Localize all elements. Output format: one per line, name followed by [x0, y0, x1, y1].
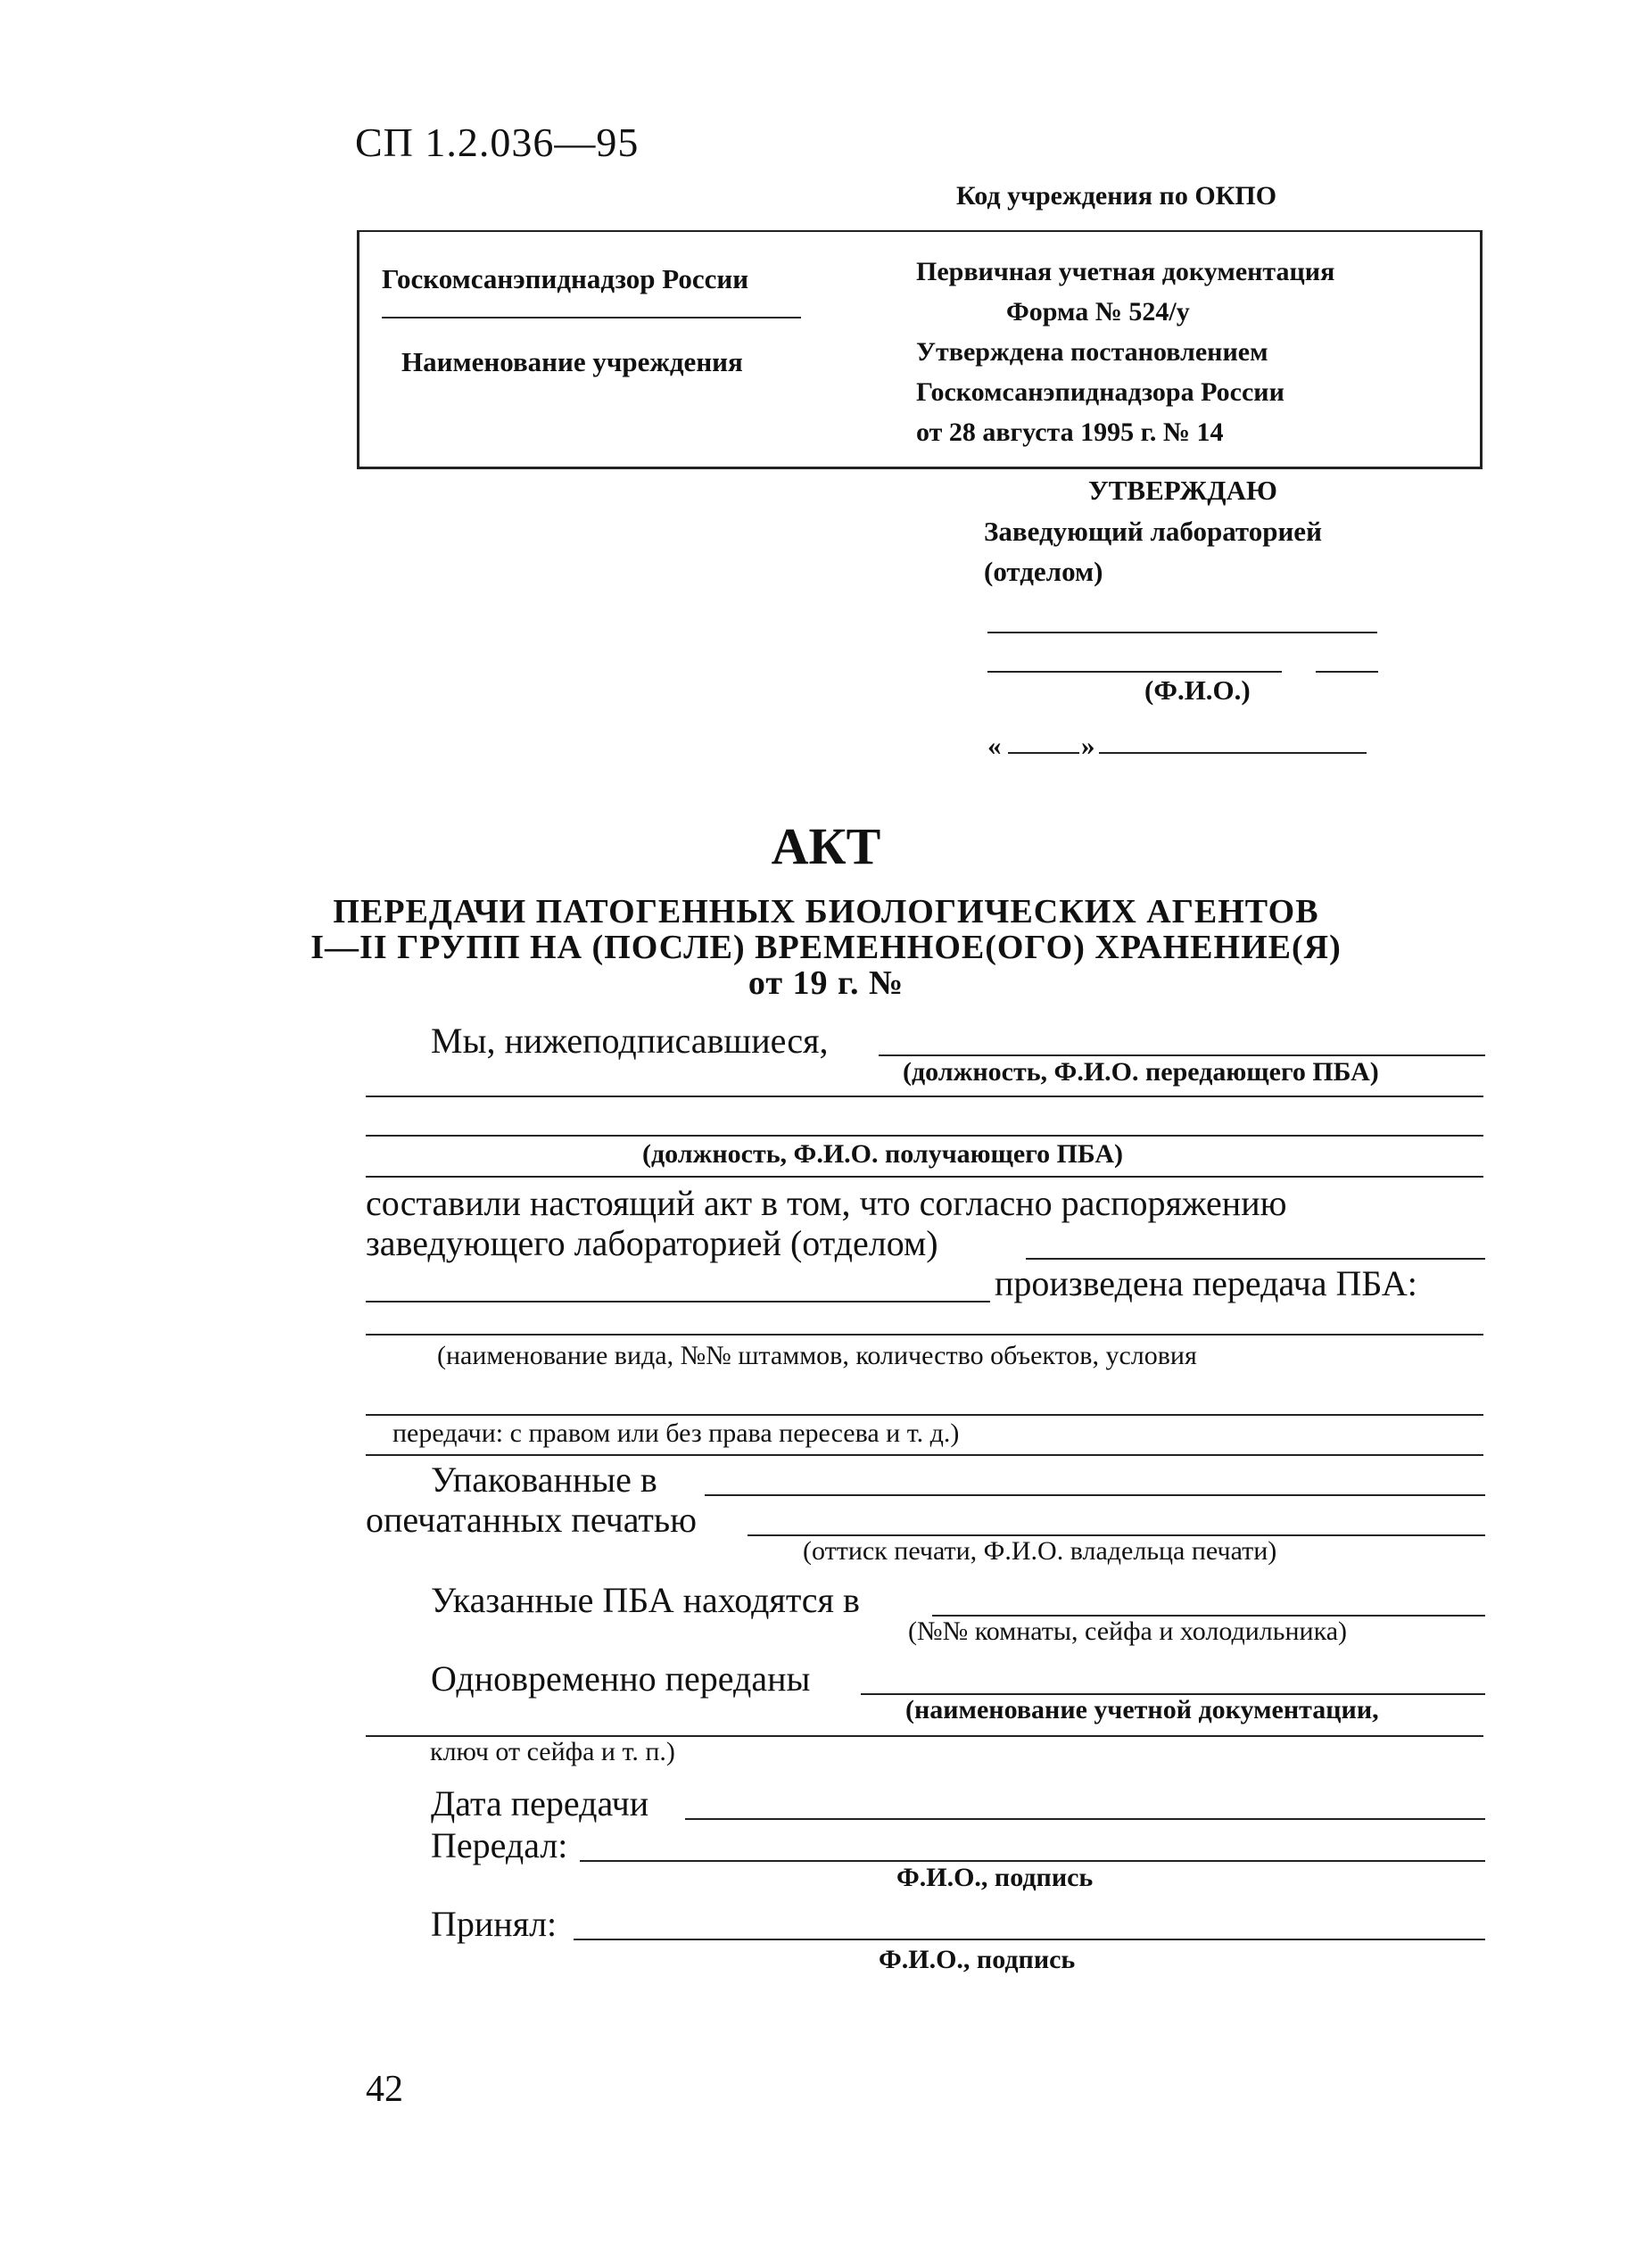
date-month-blank [1099, 752, 1367, 754]
agency-underline [382, 317, 801, 318]
act-subtitle-3: от 19 г. № [748, 964, 904, 1002]
receiver-sign-blank [574, 1939, 1485, 1940]
approval-blank-1 [987, 632, 1377, 633]
composed-line-1: составили настоящий акт в том, что согласно распоряжению [366, 1183, 1287, 1223]
date-day-blank [1008, 752, 1079, 754]
seal-caption: (оттиск печати, Ф.И.О. владельца печати) [803, 1536, 1277, 1566]
approval-blank-2a [987, 671, 1282, 673]
names-caption-1: (наименование вида, №№ штаммов, количество объектов, условия [437, 1341, 1197, 1370]
we-undersigned: Мы, нижеподписавшиеся, [431, 1021, 829, 1061]
act-subtitle-2: I—II ГРУПП НА (ПОСЛЕ) ВРЕМЕННОЕ(ОГО) ХРАНЕНИЕ(Я) [310, 929, 1342, 966]
composed-line-2: заведующего лабораторией (отделом) [366, 1223, 938, 1263]
form-line-1: Первичная учетная документация [916, 257, 1335, 286]
transfer-made: произведена передача ПБА: [995, 1263, 1417, 1303]
sealed-with: опечатанных печатью [366, 1500, 698, 1540]
sender-sign-caption: Ф.И.О., подпись [896, 1863, 1094, 1892]
receiver-sign-caption: Ф.И.О., подпись [879, 1945, 1076, 1974]
location-caption: (№№ комнаты, сейфа и холодильника) [908, 1617, 1347, 1646]
docs-caption-2: ключ от сейфа и т. п.) [430, 1737, 675, 1766]
okpo-label: Код учреждения по ОКПО [956, 181, 1277, 211]
page-number: 42 [366, 2069, 403, 2110]
receiver-caption: (должность, Ф.И.О. получающего ПБА) [642, 1139, 1124, 1169]
sender-blank [879, 1054, 1485, 1056]
document-code: СП 1.2.036—95 [355, 120, 640, 165]
agency-name: Госкомсанэпиднадзор России [382, 263, 749, 294]
approval-title: УТВЕРЖДАЮ [1088, 475, 1277, 506]
date-blank [685, 1818, 1485, 1820]
act-subtitle-1: ПЕРЕДАЧИ ПАТОГЕННЫХ БИОЛОГИЧЕСКИХ АГЕНТОВ [333, 893, 1319, 930]
docs-caption-1: (наименование учетной документации, [905, 1695, 1379, 1724]
located-in: Указанные ПБА находятся в [431, 1580, 860, 1620]
sender-blank-2 [366, 1096, 1483, 1097]
receiver-blank [366, 1135, 1483, 1137]
packed-blank [705, 1494, 1485, 1496]
form-line-4: Госкомсанэпиднадзора России [916, 377, 1284, 407]
date-open-quote: « [987, 730, 1002, 761]
approval-line-2: (отделом) [984, 556, 1103, 587]
transfer-blank [366, 1301, 990, 1302]
order-blank [1026, 1258, 1485, 1260]
received: Принял: [431, 1904, 558, 1944]
institution-label: Наименование учреждения [401, 346, 743, 377]
receiver-blank-2 [366, 1176, 1483, 1178]
sender-caption: (должность, Ф.И.О. передающего ПБА) [903, 1057, 1379, 1087]
transfer-date: Дата передачи [431, 1783, 649, 1823]
also-transferred: Одновременно переданы [431, 1658, 811, 1699]
sender-sign-blank [580, 1860, 1485, 1862]
act-title: АКТ [771, 817, 881, 875]
names-blank-3 [366, 1454, 1483, 1456]
handed-over: Передал: [431, 1825, 568, 1865]
form-line-5: от 28 августа 1995 г. № 14 [916, 418, 1224, 447]
names-caption-2: передачи: с правом или без права пересева и т. д.) [392, 1418, 960, 1448]
form-line-3: Утверждена постановлением [916, 337, 1268, 367]
date-close-quote: » [1081, 730, 1095, 761]
packed-in: Упакованные в [431, 1460, 657, 1500]
approval-fio-caption: (Ф.И.О.) [1144, 674, 1251, 706]
names-blank [366, 1334, 1483, 1336]
names-blank-2 [366, 1414, 1483, 1416]
approval-blank-2b [1316, 671, 1378, 673]
form-number: Форма № 524/у [1006, 297, 1190, 327]
approval-line-1: Заведующий лабораторией [984, 516, 1322, 547]
